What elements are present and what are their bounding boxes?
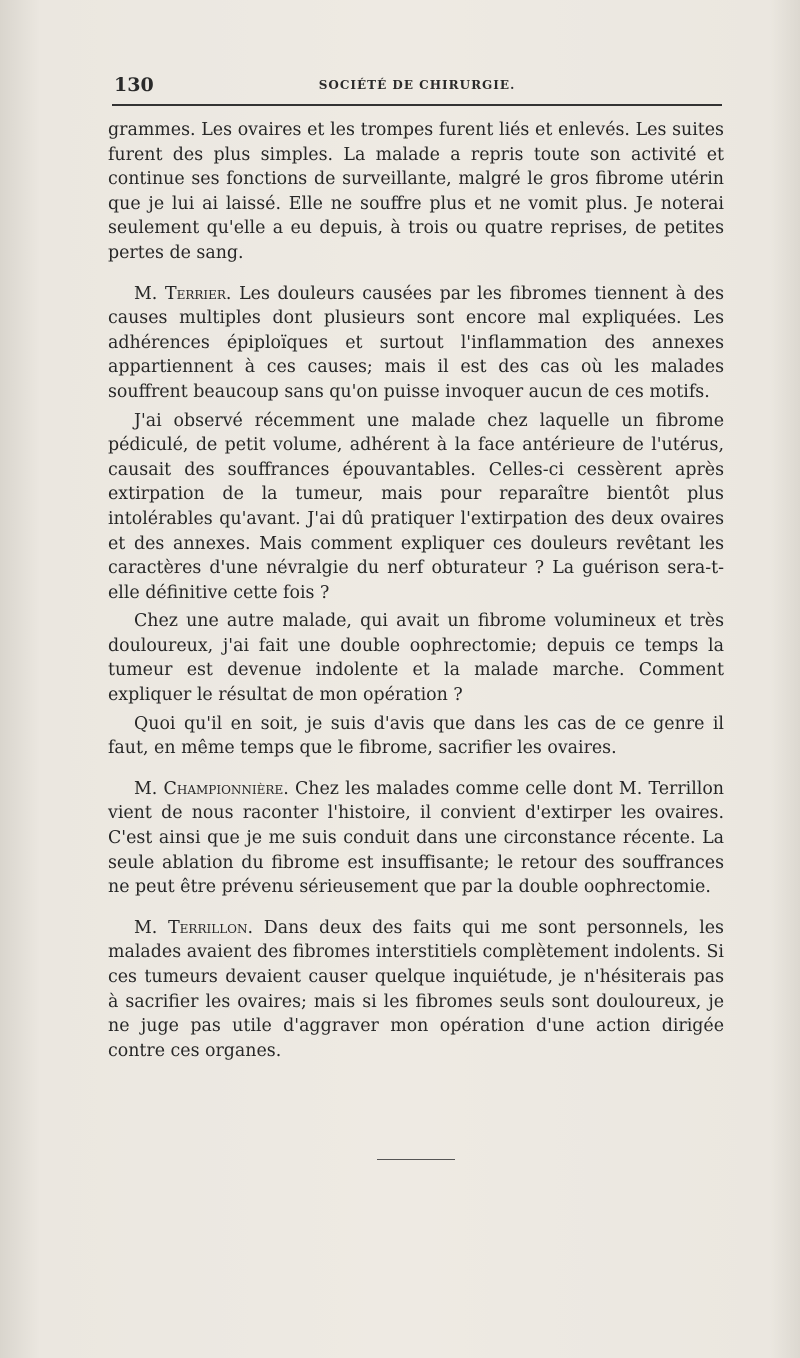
paragraph-text: Chez une autre malade, qui avait un fibrome volumineux et très douloureux, j'ai fait une double oophrectomie; depuis ce temps la tumeur est devenue indolente et la malade marche. Comment expliquer le résultat de mon opération ? [108, 611, 724, 706]
speaker-name: M. Championnière. [134, 778, 289, 799]
speaker-name: M. Terrier. [134, 283, 232, 304]
paragraph-terrier [108, 282, 724, 405]
speaker-name: M. Terrillon. [134, 917, 254, 938]
paragraph-text: J'ai observé récemment une malade chez laquelle un fibrome pédiculé, de petit volume, adhérent à la face antérieure de l'utérus, causait des souffrances épouvantables. Celles-ci cessèrent après extirpation de la tumeur, mais pour reparaître bientôt plus intolérables qu'avant. J'ai dû pratiquer l'extirpation des deux ovaires et des annexes. Mais comment expliquer ces douleurs revêtant les caractères d'une névralgie du nerf obturateur ? La guérison sera-t-elle définitive cette fois ? [108, 410, 724, 603]
section-end-rule [377, 1159, 455, 1160]
paragraph-observation [108, 409, 724, 606]
paragraph-text: grammes. Les ovaires et les trompes furent liés et enlevés. Les suites furent des plus simples. La malade a repris toute son activité et continue ses fonctions de surveillante, malgré le gros fibrome utérin que je lui ai laissé. Elle ne souffre plus et ne vomit plus. Je noterai seulement qu'elle a eu depuis, à trois ou quatre reprises, de petites pertes de sang. [108, 120, 724, 263]
body-text [108, 118, 724, 1063]
paragraph-text: Quoi qu'il en soit, je suis d'avis que dans les cas de ce genre il faut, en même temps que le fibrome, sacrifier les ovaires. [108, 713, 724, 759]
header-rule [112, 104, 722, 106]
paragraph-championniere [108, 777, 724, 900]
paragraph-terrillon [108, 916, 724, 1064]
paragraph-second-case [108, 609, 724, 707]
page-header [112, 72, 722, 100]
paragraph-conclusion [108, 712, 724, 761]
paragraph-text: Chez les malades comme celle dont M. Terrillon vient de nous raconter l'histoire, il convient d'extirper les ovaires. C'est ainsi que je me suis conduit dans une circonstance récente. La seule ablation du fibrome est insuffisante; le retour des souffrances ne peut être prévenu sérieusement que par la double oophrectomie. [108, 778, 724, 898]
paragraph-text: Dans deux des faits qui me sont personnels, les malades avaient des fibromes interstitiels complètement indolents. Si ces tumeurs devaient causer quelque inquiétude, je n'hésiterais pas à sacrifier les ovaires; mais si les fibromes seuls sont douloureux, je ne juge pas utile d'aggraver mon opération d'une action dirigée contre ces organes. [108, 917, 724, 1061]
paragraph-text: Les douleurs causées par les fibromes tiennent à des causes multiples dont plusieurs sont encore mal expliquées. Les adhérences épiploïques et surtout l'inflammation des annexes appartiennent à ces causes; mais il est des cas où les malades souffrent beaucoup sans qu'on puisse invoquer aucun de ces motifs. [108, 283, 725, 402]
paragraph-continuation [108, 118, 724, 266]
running-title: SOCIÉTÉ DE CHIRURGIE. [318, 78, 516, 92]
page-number: 130 [114, 74, 154, 96]
